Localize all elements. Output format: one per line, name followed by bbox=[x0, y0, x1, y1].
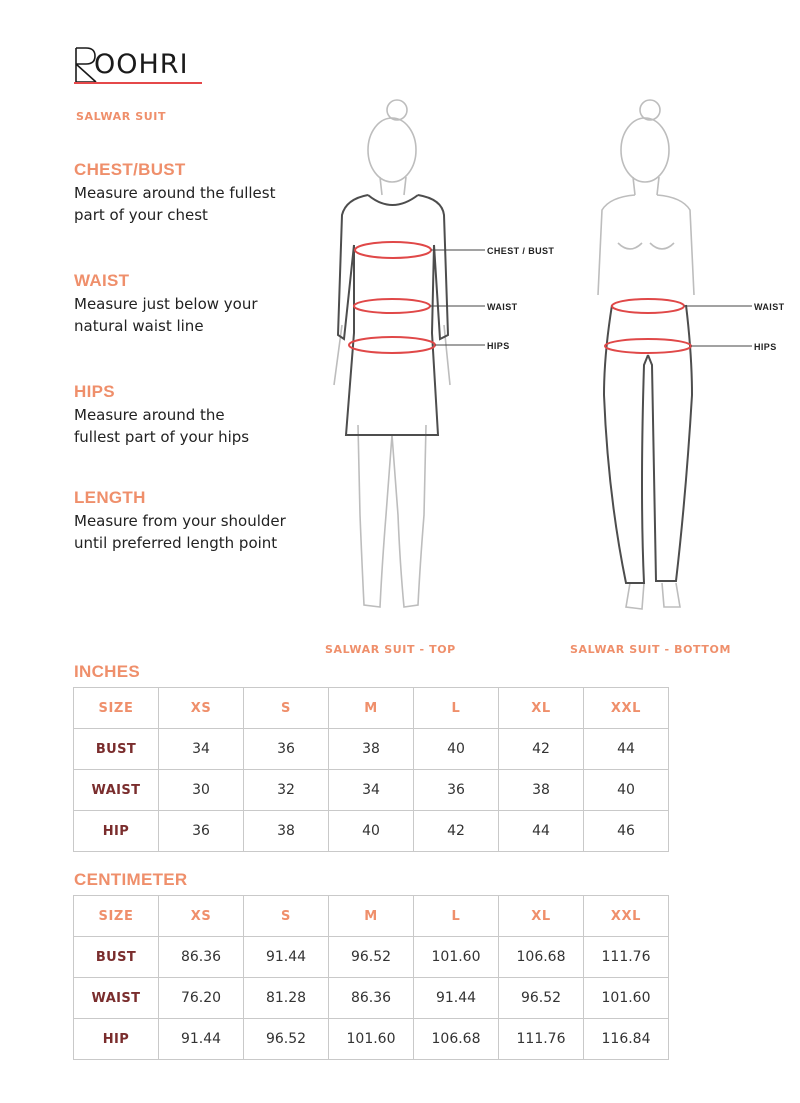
table-title-centimeter: CENTIMETER bbox=[74, 870, 188, 889]
measure-description: Measure around the fullest part of your chest bbox=[74, 184, 276, 224]
row-label: HIP bbox=[74, 1019, 159, 1060]
table-cell: 36 bbox=[244, 729, 329, 770]
table-cell: 91.44 bbox=[244, 937, 329, 978]
table-cell: 96.52 bbox=[244, 1019, 329, 1060]
table-cell: 34 bbox=[159, 729, 244, 770]
table-cell: 91.44 bbox=[414, 978, 499, 1019]
table-cell: 34 bbox=[329, 770, 414, 811]
table-header-cell: XL bbox=[499, 688, 584, 729]
label-chest-bust: CHEST / BUST bbox=[487, 246, 555, 256]
table-header-cell: L bbox=[414, 896, 499, 937]
table-header-cell: S bbox=[244, 688, 329, 729]
table-header-cell: XS bbox=[159, 896, 244, 937]
measure-lines bbox=[349, 242, 435, 353]
measure-hips bbox=[74, 382, 324, 448]
caption-suit-top: SALWAR SUIT - TOP bbox=[325, 643, 456, 656]
table-row bbox=[74, 811, 669, 852]
row-label: WAIST bbox=[74, 978, 159, 1019]
brand-logo bbox=[74, 44, 214, 90]
table-cell: 101.60 bbox=[329, 1019, 414, 1060]
measure-description: Measure just below your natural waist line bbox=[74, 295, 258, 335]
table-cell: 36 bbox=[159, 811, 244, 852]
table-header-cell: SIZE bbox=[74, 688, 159, 729]
table-cell: 42 bbox=[499, 729, 584, 770]
table-cell: 76.20 bbox=[159, 978, 244, 1019]
table-header-row bbox=[74, 688, 669, 729]
table-cell: 44 bbox=[584, 729, 669, 770]
table-cell: 40 bbox=[329, 811, 414, 852]
measure-chest bbox=[74, 160, 324, 226]
table-cell: 42 bbox=[414, 811, 499, 852]
row-label: WAIST bbox=[74, 770, 159, 811]
table-cell: 30 bbox=[159, 770, 244, 811]
caption-suit-bottom: SALWAR SUIT - BOTTOM bbox=[570, 643, 732, 656]
logo-underline bbox=[74, 82, 202, 84]
measure-heading: WAIST bbox=[74, 271, 130, 290]
table-cell: 96.52 bbox=[329, 937, 414, 978]
salwar-outline bbox=[604, 305, 692, 583]
table-row bbox=[74, 1019, 669, 1060]
measure-heading: HIPS bbox=[74, 382, 115, 401]
table-cell: 111.76 bbox=[499, 1019, 584, 1060]
table-cell: 86.36 bbox=[329, 978, 414, 1019]
measure-description: Measure around the fullest part of your hips bbox=[74, 406, 250, 446]
figure-suit-bottom bbox=[590, 95, 800, 620]
table-cell: 91.44 bbox=[159, 1019, 244, 1060]
table-cell: 106.68 bbox=[414, 1019, 499, 1060]
label-leaders bbox=[684, 306, 752, 346]
table-cell: 40 bbox=[414, 729, 499, 770]
table-header-cell: XXL bbox=[584, 896, 669, 937]
table-cell: 101.60 bbox=[584, 978, 669, 1019]
label-hips: HIPS bbox=[487, 341, 510, 351]
table-cell: 46 bbox=[584, 811, 669, 852]
table-cell: 32 bbox=[244, 770, 329, 811]
table-header-cell: M bbox=[329, 896, 414, 937]
measure-lines bbox=[605, 299, 691, 353]
table-cell: 111.76 bbox=[584, 937, 669, 978]
table-title-inches: INCHES bbox=[74, 662, 141, 681]
table-cell: 86.36 bbox=[159, 937, 244, 978]
row-label: BUST bbox=[74, 937, 159, 978]
table-row bbox=[74, 729, 669, 770]
table-cell: 38 bbox=[499, 770, 584, 811]
kurta-outline bbox=[338, 195, 448, 435]
measure-waist bbox=[74, 271, 324, 337]
table-cell: 44 bbox=[499, 811, 584, 852]
table-cell: 81.28 bbox=[244, 978, 329, 1019]
table-cell: 38 bbox=[244, 811, 329, 852]
table-header-cell: M bbox=[329, 688, 414, 729]
measure-description: Measure from your shoulder until preferred length point bbox=[74, 512, 286, 552]
row-label: BUST bbox=[74, 729, 159, 770]
table-cell: 116.84 bbox=[584, 1019, 669, 1060]
table-row bbox=[74, 937, 669, 978]
table-cell: 101.60 bbox=[414, 937, 499, 978]
table-header-cell: XL bbox=[499, 896, 584, 937]
measure-heading: CHEST/BUST bbox=[74, 160, 186, 179]
table-header-row bbox=[74, 896, 669, 937]
size-table-inches bbox=[73, 687, 669, 852]
table-cell: 36 bbox=[414, 770, 499, 811]
body-outline bbox=[598, 100, 694, 609]
table-header-cell: XXL bbox=[584, 688, 669, 729]
logo-text: OOHRI bbox=[94, 49, 189, 80]
table-row bbox=[74, 770, 669, 811]
label-waist: WAIST bbox=[487, 302, 518, 312]
label-waist: WAIST bbox=[754, 302, 785, 312]
table-header-cell: L bbox=[414, 688, 499, 729]
table-cell: 96.52 bbox=[499, 978, 584, 1019]
table-row bbox=[74, 978, 669, 1019]
product-subtitle: SALWAR SUIT bbox=[76, 110, 167, 123]
label-hips: HIPS bbox=[754, 342, 777, 352]
row-label: HIP bbox=[74, 811, 159, 852]
table-cell: 40 bbox=[584, 770, 669, 811]
table-header-cell: SIZE bbox=[74, 896, 159, 937]
measure-heading: LENGTH bbox=[74, 488, 146, 507]
size-table-centimeter bbox=[73, 895, 669, 1060]
table-cell: 106.68 bbox=[499, 937, 584, 978]
table-cell: 38 bbox=[329, 729, 414, 770]
table-header-cell: XS bbox=[159, 688, 244, 729]
table-header-cell: S bbox=[244, 896, 329, 937]
figure-suit-top bbox=[320, 95, 570, 620]
measure-length bbox=[74, 488, 324, 554]
